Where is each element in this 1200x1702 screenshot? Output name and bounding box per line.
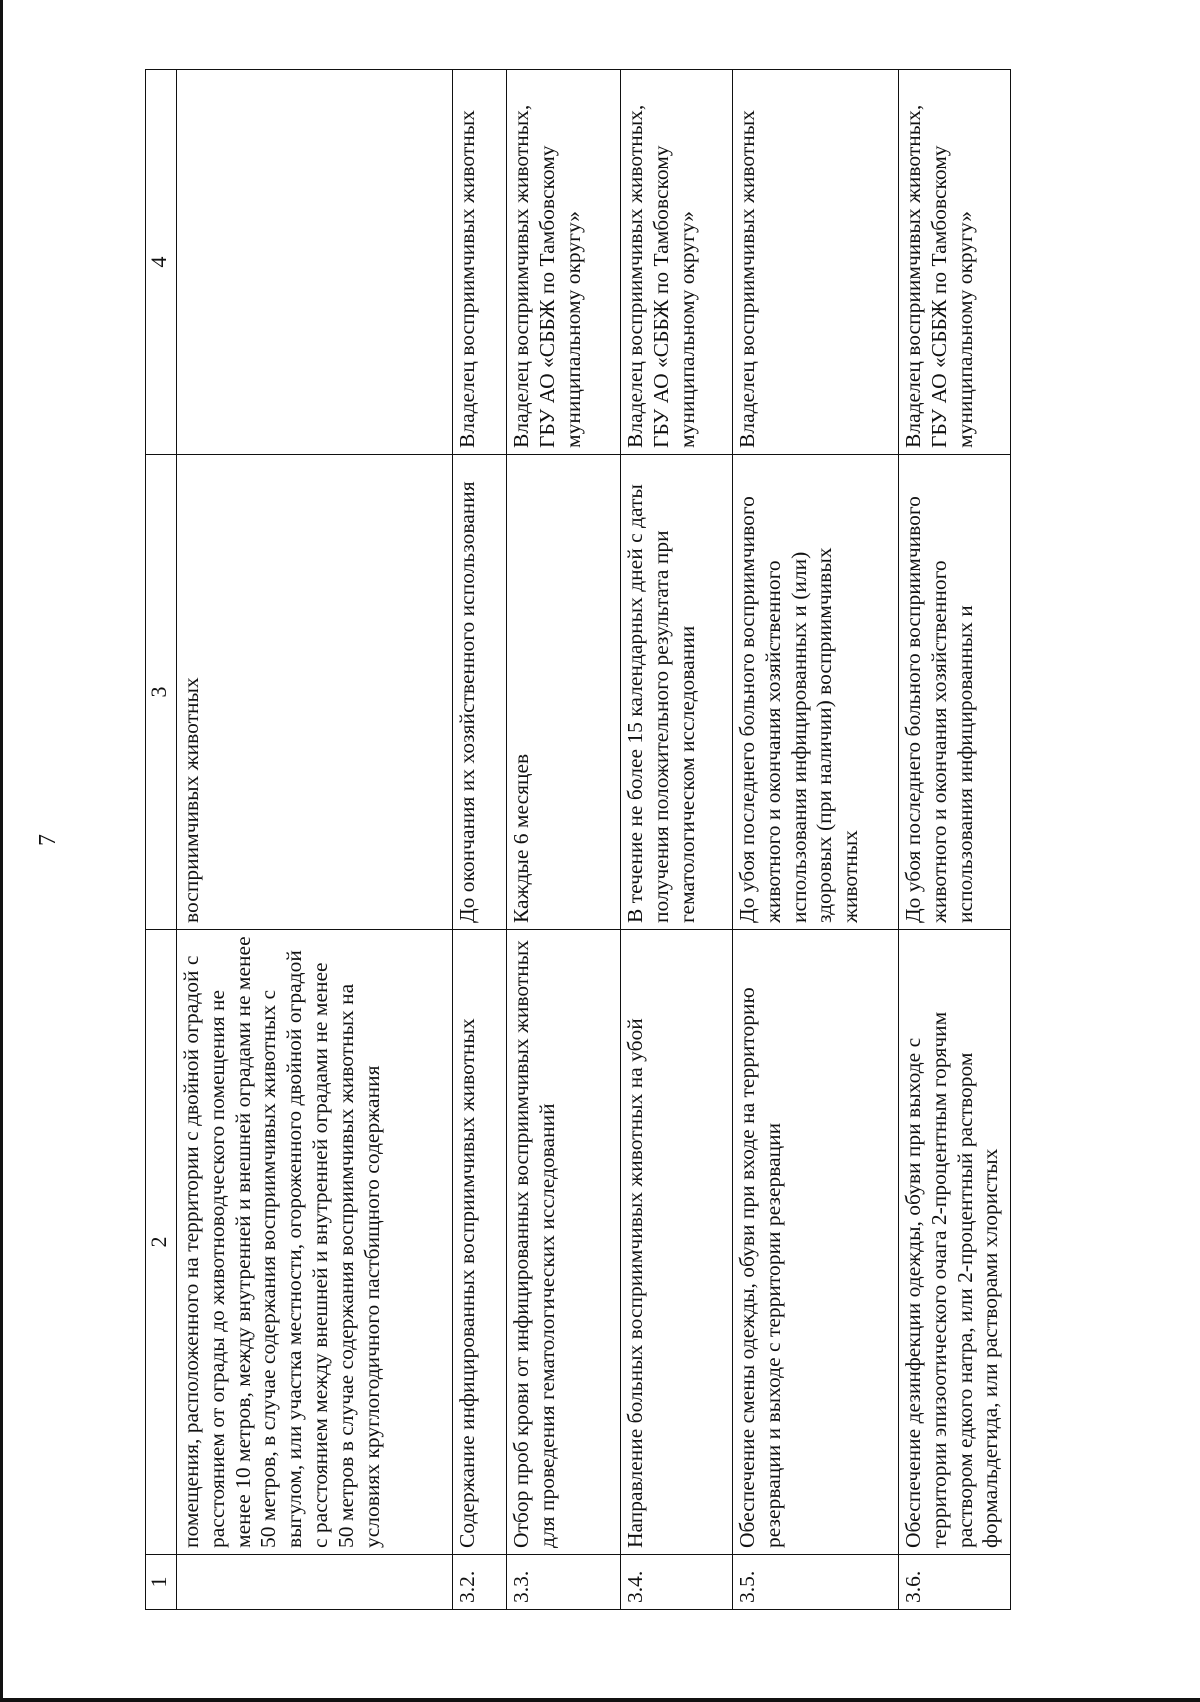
row-action: Направление больных восприимчивых животных на убой [621,930,733,1555]
table-header-row [146,70,177,1610]
row-responsible: Владелец восприимчивых животных [733,70,899,455]
row-term: До убоя последнего больного восприимчивого животного и окончания хозяйственного использования инфицированных и (или) здоровых (при наличии) восприимчивых животных [733,455,899,930]
column-header-3: 3 [146,455,177,930]
row-number: 3.5. [733,1555,899,1610]
column-header-2: 2 [146,930,177,1555]
page-number: 7 [35,834,61,846]
table-row [177,70,453,1610]
table-row [453,70,507,1610]
table-row [733,70,899,1610]
row-responsible: Владелец восприимчивых животных [453,70,507,455]
row-term: восприимчивых животных [177,455,453,930]
row-number: 3.2. [453,1555,507,1610]
row-term: В течение не более 15 календарных дней с даты получения положительного результата при гематологическом исследовании [621,455,733,930]
row-responsible: Владелец восприимчивых животных, ГБУ АО «СББЖ по Тамбовскому муниципальному округу» [621,70,733,455]
row-action: Обеспечение дезинфекции одежды, обуви при выходе с территории эпизоотического очага 2-процентным горячим раствором едкого натра, или 2-процентный раствором формальдегида, или растворами хлористых [899,930,1011,1555]
row-number [177,1555,453,1610]
row-action: помещения, расположенного на территории с двойной оградой с расстоянием от ограды до животноводческого помещения не менее 10 метров, между внутренней и внешней оградами не менее 50 метров, в случае содержания восприимчивых животных с выгулом, или участка местности, огороженного двойной оградой с расстоянием между внешней и внутренней оградами не менее 50 метров в случае содержания восприимчивых животных на условиях круглогодичного пастбищного содержания [177,930,453,1555]
row-number: 3.4. [621,1555,733,1610]
table-row [621,70,733,1610]
row-number: 3.3. [507,1555,621,1610]
row-responsible: Владелец восприимчивых животных, ГБУ АО «СББЖ по Тамбовскому муниципальному округу» [899,70,1011,455]
column-header-1: 1 [146,1555,177,1610]
row-responsible: Владелец восприимчивых животных, ГБУ АО «СББЖ по Тамбовскому муниципальному округу» [507,70,621,455]
scan-bottom-edge [0,1698,1200,1702]
row-term: До убоя последнего больного восприимчивого животного и окончания хозяйственного использования инфицированных и [899,455,1011,930]
row-responsible [177,70,453,455]
row-action: Обеспечение смены одежды, обуви при входе на территорию резервации и выходе с территории резервации [733,930,899,1555]
column-header-4: 4 [146,70,177,455]
scan-left-edge [0,0,3,1702]
rotated-page [35,70,1075,1610]
table-row [899,70,1011,1610]
row-action: Отбор проб крови от инфицированных восприимчивых животных для проведения гематологических исследований [507,930,621,1555]
row-number: 3.6. [899,1555,1011,1610]
measures-table [145,69,1011,1610]
row-action: Содержание инфицированных восприимчивых животных [453,930,507,1555]
table-row [507,70,621,1610]
row-term: Каждые 6 месяцев [507,455,621,930]
row-term: До окончания их хозяйственного использования [453,455,507,930]
